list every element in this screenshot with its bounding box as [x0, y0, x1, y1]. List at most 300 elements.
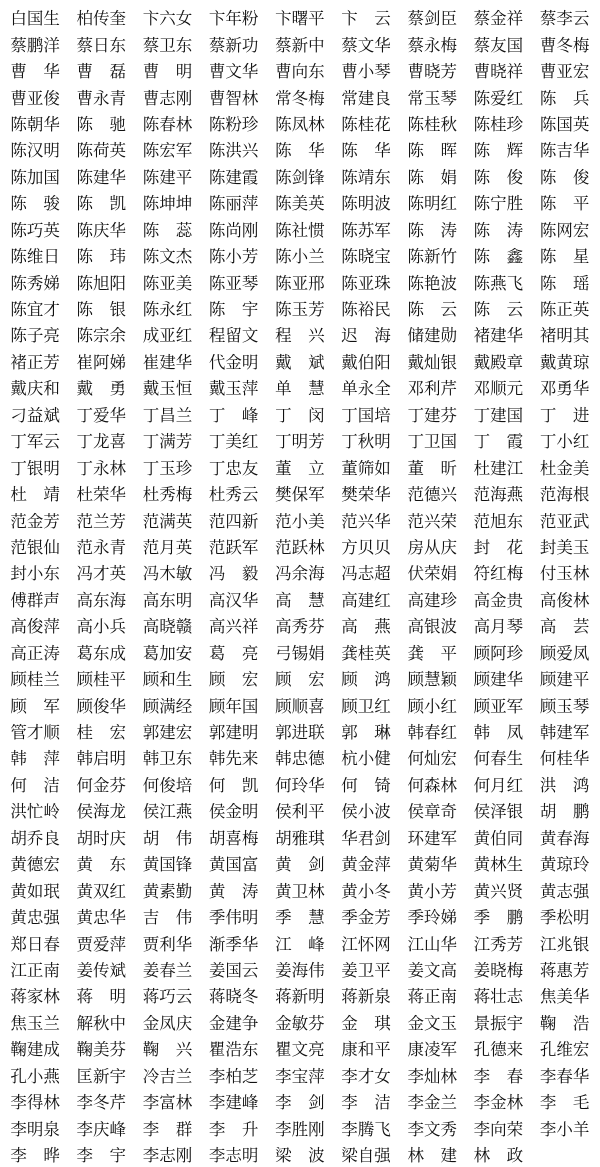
name-cell: 韩建军: [539, 723, 590, 743]
name-cell: 陈 蕊: [142, 220, 193, 240]
name-cell: 陈小兰: [275, 247, 325, 267]
name-cell: 范四新: [208, 511, 259, 531]
name-cell: 陈子亮: [10, 326, 60, 346]
name-cell: 顾爱凤: [539, 643, 590, 663]
name-cell: 丁玉珍: [142, 458, 193, 478]
name-cell: 陈明红: [407, 194, 457, 214]
name-cell: 董 立: [275, 458, 325, 478]
name-cell: 李明泉: [10, 1119, 60, 1139]
name-cell: 蔡新中: [275, 35, 325, 55]
name-cell: 姜国云: [208, 960, 259, 980]
name-cell: 付玉林: [539, 564, 590, 584]
name-cell: 白国生: [10, 9, 60, 29]
name-cell: 范海燕: [473, 485, 524, 505]
name-cell: 陈朝华: [10, 114, 60, 134]
name-cell: 高 慧: [275, 590, 325, 610]
name-cell: 高 燕: [341, 617, 391, 637]
name-cell: 曹文华: [208, 62, 259, 82]
name-cell: 李腾飞: [341, 1119, 391, 1139]
name-cell: 江怀网: [341, 934, 391, 954]
name-cell: 戴玉恒: [142, 379, 193, 399]
name-cell: 韩先来: [208, 749, 259, 769]
name-cell: 程留文: [208, 326, 259, 346]
name-cell: 何桂华: [539, 749, 590, 769]
name-cell: 顾 宏: [275, 670, 325, 690]
name-cell: 常冬梅: [275, 88, 325, 108]
name-cell: 胡 鹏: [539, 802, 590, 822]
name-cell: 曹亚宏: [539, 62, 590, 82]
name-cell: 焦美华: [539, 987, 590, 1007]
name-cell: 陈汉明: [10, 141, 60, 161]
name-cell: 季伟明: [208, 908, 259, 928]
name-cell: 高俊林: [539, 590, 590, 610]
name-cell: 卞六女: [142, 9, 193, 29]
name-cell: 曹小琴: [341, 62, 391, 82]
name-cell: 金文玉: [407, 1013, 457, 1033]
name-cell: 李志明: [208, 1146, 259, 1166]
name-cell: 蒋 明: [76, 987, 127, 1007]
name-cell: 陈桂秋: [407, 114, 457, 134]
name-cell: 李 剑: [275, 1093, 325, 1113]
name-cell: 陈 鑫: [473, 247, 524, 267]
name-cell: 葛加安: [142, 643, 193, 663]
name-cell: 陈 华: [341, 141, 391, 161]
name-cell: 范兰芳: [76, 511, 127, 531]
name-cell: 卞年粉: [208, 9, 259, 29]
name-cell: 顾 军: [10, 696, 60, 716]
name-cell: 李胜刚: [275, 1119, 325, 1139]
name-cell: 陈亚美: [142, 273, 193, 293]
name-cell: 李 升: [208, 1119, 259, 1139]
name-cell: 范旭东: [473, 511, 524, 531]
name-cell: 金 琪: [341, 1013, 391, 1033]
name-cell: 顾小红: [407, 696, 457, 716]
name-cell: 胡 伟: [142, 828, 193, 848]
name-cell: 黄德宏: [10, 855, 60, 875]
name-cell: 蒋正南: [407, 987, 457, 1007]
name-cell: 陈艳波: [407, 273, 457, 293]
name-cell: 顾顺喜: [275, 696, 325, 716]
name-cell: 高月琴: [473, 617, 524, 637]
name-cell: 冯 毅: [208, 564, 259, 584]
name-cell: 何春生: [473, 749, 524, 769]
name-cell: 蒋家林: [10, 987, 60, 1007]
name-cell: 蔡李云: [539, 9, 590, 29]
name-cell: 洪忙岭: [10, 802, 60, 822]
name-cell: 樊保军: [275, 485, 325, 505]
name-cell: 蔡卫东: [142, 35, 193, 55]
name-cell: 范银仙: [10, 537, 60, 557]
name-cell: 贾爱萍: [76, 934, 127, 954]
name-cell: 季金芳: [341, 908, 391, 928]
name-cell: 陈巧英: [10, 220, 60, 240]
name-cell: 姜文高: [407, 960, 457, 980]
name-cell: 蔡金祥: [473, 9, 524, 29]
name-cell: 丁银明: [10, 458, 60, 478]
name-cell: 李 群: [142, 1119, 193, 1139]
name-cell: 曹 明: [142, 62, 193, 82]
name-cell: 黄兴贤: [473, 881, 524, 901]
name-cell: 陈宁胜: [473, 194, 524, 214]
name-cell: 李宝萍: [275, 1066, 325, 1086]
name-cell: 高兴祥: [208, 617, 259, 637]
name-cell: 渐季华: [208, 934, 259, 954]
name-cell: 黄如珉: [10, 881, 60, 901]
name-cell: 江山华: [407, 934, 457, 954]
name-cell: 陈加国: [10, 167, 60, 187]
name-cell: 范满英: [142, 511, 193, 531]
name-cell: 姜卫平: [341, 960, 391, 980]
name-cell: 陈 玮: [76, 247, 127, 267]
name-cell: 何金芬: [76, 775, 127, 795]
name-cell: 黄小芳: [407, 881, 457, 901]
name-cell: 曹志刚: [142, 88, 193, 108]
name-cell: 曹智林: [208, 88, 259, 108]
name-cell: 顾 鸿: [341, 670, 391, 690]
name-cell: 丁忠友: [208, 458, 259, 478]
name-cell: 戴庆和: [10, 379, 60, 399]
name-cell: 曹亚俊: [10, 88, 60, 108]
name-cell: 郑日春: [10, 934, 60, 954]
name-cell: 戴伯阳: [341, 352, 391, 372]
name-cell: 杭小健: [341, 749, 391, 769]
name-cell: 顾建平: [539, 670, 590, 690]
name-cell: 丁小红: [539, 432, 590, 452]
name-cell: 华君剑: [341, 828, 391, 848]
name-cell: 胡时庆: [76, 828, 127, 848]
name-cell: 李得林: [10, 1093, 60, 1113]
name-cell: 胡雅琪: [275, 828, 325, 848]
name-cell: 丁明芳: [275, 432, 325, 452]
name-cell: 顾和生: [142, 670, 193, 690]
name-cell: 曹晓芳: [407, 62, 457, 82]
name-cell: 李才女: [341, 1066, 391, 1086]
name-cell: 高银波: [407, 617, 457, 637]
name-cell: 陈 华: [275, 141, 325, 161]
name-cell: 柏传奎: [76, 9, 127, 29]
name-cell: 陈明波: [341, 194, 391, 214]
name-cell: 何 凯: [208, 775, 259, 795]
name-cell: 范永青: [76, 537, 127, 557]
name-cell: 蔡日东: [76, 35, 127, 55]
name-cell: 成亚红: [142, 326, 193, 346]
name-cell: 李建峰: [208, 1093, 259, 1113]
name-cell: 陈建华: [76, 167, 127, 187]
name-cell: 曹 磊: [76, 62, 127, 82]
name-cell: 姜传斌: [76, 960, 127, 980]
name-cell: 褚正芳: [10, 352, 60, 372]
name-cell: 范亚武: [539, 511, 590, 531]
name-cell: 黄伯同: [473, 828, 524, 848]
name-cell: 董 昕: [407, 458, 457, 478]
name-cell: 丁 进: [539, 405, 590, 425]
name-cell: 黄忠强: [10, 908, 60, 928]
name-cell: 李 宇: [76, 1146, 127, 1166]
name-cell: 侯小波: [341, 802, 391, 822]
name-cell: 丁美红: [208, 432, 259, 452]
name-cell: 李灿林: [407, 1066, 457, 1086]
name-cell: 冯志超: [341, 564, 391, 584]
name-cell: 陈庆华: [76, 220, 127, 240]
name-cell: 董筛如: [341, 458, 391, 478]
name-cell: 范跃林: [275, 537, 325, 557]
name-cell: 丁 闵: [275, 405, 325, 425]
name-cell: 葛 亮: [208, 643, 259, 663]
name-cell: 金敏芬: [275, 1013, 325, 1033]
name-cell: 陈新竹: [407, 247, 457, 267]
name-cell: 蒋惠芳: [539, 960, 590, 980]
name-cell: 陈 涛: [473, 220, 524, 240]
name-cell: 陈桂花: [341, 114, 391, 134]
name-cell: 黄双红: [76, 881, 127, 901]
name-cell: 黄林生: [473, 855, 524, 875]
name-cell: 高正涛: [10, 643, 60, 663]
name-cell: 金凤庆: [142, 1013, 193, 1033]
name-cell: 鞠美芬: [76, 1040, 127, 1060]
name-cell: 黄春海: [539, 828, 590, 848]
name-cell: 陈吉华: [539, 141, 590, 161]
name-cell: 顾阿珍: [473, 643, 524, 663]
name-cell: 韩春红: [407, 723, 457, 743]
name-cell: 戴玉萍: [208, 379, 259, 399]
name-cell: 陈燕飞: [473, 273, 524, 293]
name-cell: 龚桂英: [341, 643, 391, 663]
name-cell: 高晓赣: [142, 617, 193, 637]
name-cell: 李金兰: [407, 1093, 457, 1113]
name-cell: 樊荣华: [341, 485, 391, 505]
name-cell: 陈 骏: [10, 194, 60, 214]
name-cell: 范月英: [142, 537, 193, 557]
name-cell: 黄国富: [208, 855, 259, 875]
name-cell: 陈 兵: [539, 88, 590, 108]
name-cell: 褚明其: [539, 326, 590, 346]
name-cell: 丁 霞: [473, 432, 524, 452]
name-cell: 景振宇: [473, 1013, 524, 1033]
name-cell: 陈丽萍: [208, 194, 259, 214]
name-cell: 黄国锋: [142, 855, 193, 875]
name-cell: 黄 东: [76, 855, 127, 875]
name-cell: 丁龙喜: [76, 432, 127, 452]
name-cell: 李 晔: [10, 1146, 60, 1166]
name-cell: 黄金萍: [341, 855, 391, 875]
name-cell: 鞠 浩: [539, 1013, 590, 1033]
name-cell: 高建红: [341, 590, 391, 610]
name-cell: 陈文杰: [142, 247, 193, 267]
name-cell: 何俊培: [142, 775, 193, 795]
name-cell: 刁益斌: [10, 405, 60, 425]
name-cell: 顾桂兰: [10, 670, 60, 690]
name-cell: 丁永林: [76, 458, 127, 478]
name-cell: 江正南: [10, 960, 60, 980]
name-cell: 林 政: [473, 1146, 524, 1166]
name-cell: 褚建华: [473, 326, 524, 346]
name-cell: 何月红: [473, 775, 524, 795]
name-cell: 房从庆: [407, 537, 457, 557]
name-cell: 单永全: [341, 379, 391, 399]
name-cell: 姜海伟: [275, 960, 325, 980]
name-cell: 陈裕民: [341, 300, 391, 320]
name-cell: 季 鹏: [473, 908, 524, 928]
name-cell: 吉 伟: [142, 908, 193, 928]
name-cell: 杜建江: [473, 458, 524, 478]
name-cell: 康和平: [341, 1040, 391, 1060]
name-cell: 李志刚: [142, 1146, 193, 1166]
name-cell: 曹永青: [76, 88, 127, 108]
name-cell: 曹冬梅: [539, 35, 590, 55]
name-cell: 侯泽银: [473, 802, 524, 822]
name-cell: 陈 俊: [473, 167, 524, 187]
name-cell: 陈宏军: [142, 141, 193, 161]
name-cell: 梁自强: [341, 1146, 391, 1166]
name-cell: 黄志强: [539, 881, 590, 901]
name-cell: 陈亚邢: [275, 273, 325, 293]
name-cell: 江兆银: [539, 934, 590, 954]
name-cell: 方贝贝: [341, 537, 391, 557]
name-cell: 葛东成: [76, 643, 127, 663]
name-cell: 单 慧: [275, 379, 325, 399]
name-cell: 顾年国: [208, 696, 259, 716]
name-cell: 陈 平: [539, 194, 590, 214]
name-cell: 杜荣华: [76, 485, 127, 505]
name-cell: 匡新宇: [76, 1066, 127, 1086]
name-cell: 解秋中: [76, 1013, 127, 1033]
name-cell: 江秀芳: [473, 934, 524, 954]
name-cell: 陈小芳: [208, 247, 259, 267]
name-cell: 胡乔良: [10, 828, 60, 848]
name-cell: 伏荣娟: [407, 564, 457, 584]
name-cell: 曹向东: [275, 62, 325, 82]
name-cell: 丁爱华: [76, 405, 127, 425]
name-cell: 李富林: [142, 1093, 193, 1113]
name-cell: 顾亚军: [473, 696, 524, 716]
name-cell: 陈晓宝: [341, 247, 391, 267]
name-cell: 常玉琴: [407, 88, 457, 108]
name-cell: 卞曙平: [275, 9, 325, 29]
name-cell: 瞿浩东: [208, 1040, 259, 1060]
name-cell: 陈维日: [10, 247, 60, 267]
name-cell: 戴殿章: [473, 352, 524, 372]
name-cell: 陈坤坤: [142, 194, 193, 214]
name-cell: 陈 俊: [539, 167, 590, 187]
name-cell: 崔阿娣: [76, 352, 127, 372]
name-cell: 韩 凤: [473, 723, 524, 743]
name-cell: 李文秀: [407, 1119, 457, 1139]
name-cell: 陈 娟: [407, 167, 457, 187]
name-cell: 侯海龙: [76, 802, 127, 822]
name-cell: 陈建平: [142, 167, 193, 187]
name-cell: 环建军: [407, 828, 457, 848]
name-cell: 卞 云: [341, 9, 391, 29]
name-cell: 李柏芝: [208, 1066, 259, 1086]
name-cell: 丁国培: [341, 405, 391, 425]
name-cell: 陈 云: [473, 300, 524, 320]
name-cell: 杜秀梅: [142, 485, 193, 505]
name-cell: 康凌军: [407, 1040, 457, 1060]
name-cell: 高秀芬: [275, 617, 325, 637]
name-cell: 陈荷英: [76, 141, 127, 161]
name-cell: 陈网宏: [539, 220, 590, 240]
name-cell: 李向荣: [473, 1119, 524, 1139]
name-cell: 封美玉: [539, 537, 590, 557]
name-cell: 蒋巧云: [142, 987, 193, 1007]
name-cell: 丁 峰: [208, 405, 259, 425]
name-cell: 储建勋: [407, 326, 457, 346]
name-cell: 冯才英: [76, 564, 127, 584]
name-cell: 顾卫红: [341, 696, 391, 716]
name-cell: 陈正英: [539, 300, 590, 320]
name-cell: 龚 平: [407, 643, 457, 663]
name-cell: 陈 涛: [407, 220, 457, 240]
name-cell: 季松明: [539, 908, 590, 928]
name-cell: 焦玉兰: [10, 1013, 60, 1033]
name-cell: 顾玉琴: [539, 696, 590, 716]
name-cell: 李 春: [473, 1066, 524, 1086]
name-cell: 陈国英: [539, 114, 590, 134]
name-cell: 陈靖东: [341, 167, 391, 187]
name-cell: 高汉华: [208, 590, 259, 610]
name-cell: 黄 剑: [275, 855, 325, 875]
name-cell: 蔡友国: [473, 35, 524, 55]
name-cell: 蒋新泉: [341, 987, 391, 1007]
name-cell: 程 兴: [275, 326, 325, 346]
name-cell: 陈 晖: [407, 141, 457, 161]
name-cell: 林 建: [407, 1146, 457, 1166]
name-cell: 梁 波: [275, 1146, 325, 1166]
name-cell: 侯章奇: [407, 802, 457, 822]
name-cell: 高建珍: [407, 590, 457, 610]
name-cell: 韩启明: [76, 749, 127, 769]
name-cell: 姜春兰: [142, 960, 193, 980]
name-cell: 贾利华: [142, 934, 193, 954]
name-cell: 鞠 兴: [142, 1040, 193, 1060]
name-cell: 曹晓祥: [473, 62, 524, 82]
name-cell: 韩忠德: [275, 749, 325, 769]
name-cell: 顾桂平: [76, 670, 127, 690]
name-cell: 高 芸: [539, 617, 590, 637]
name-cell: 陈 云: [407, 300, 457, 320]
name-cell: 符红梅: [473, 564, 524, 584]
name-cell: 黄菊华: [407, 855, 457, 875]
name-cell: 桂 宏: [76, 723, 127, 743]
name-cell: 顾 宏: [208, 670, 259, 690]
name-cell: 鞠建成: [10, 1040, 60, 1060]
name-cell: 黄琼玲: [539, 855, 590, 875]
name-cell: 代金明: [208, 352, 259, 372]
name-cell: 侯金明: [208, 802, 259, 822]
name-cell: 邓顺元: [473, 379, 524, 399]
name-cell: 常建良: [341, 88, 391, 108]
name-cell: 陈 辉: [473, 141, 524, 161]
name-cell: 戴 勇: [76, 379, 127, 399]
name-cell: 陈永红: [142, 300, 193, 320]
name-cell: 丁军云: [10, 432, 60, 452]
name-cell: 韩卫东: [142, 749, 193, 769]
name-cell: 黄卫林: [275, 881, 325, 901]
name-cell: 郭建宏: [142, 723, 193, 743]
name-cell: 李春华: [539, 1066, 590, 1086]
name-cell: 范海根: [539, 485, 590, 505]
name-cell: 郭进联: [275, 723, 325, 743]
name-cell: 高东海: [76, 590, 127, 610]
name-cell: 陈玉芳: [275, 300, 325, 320]
name-cell: 蒋新明: [275, 987, 325, 1007]
name-cell: 戴灿银: [407, 352, 457, 372]
name-cell: 高小兵: [76, 617, 127, 637]
name-cell: 何玲华: [275, 775, 325, 795]
name-cell: 季 慧: [275, 908, 325, 928]
name-cell: 顾建华: [473, 670, 524, 690]
name-cell: 何 锜: [341, 775, 391, 795]
